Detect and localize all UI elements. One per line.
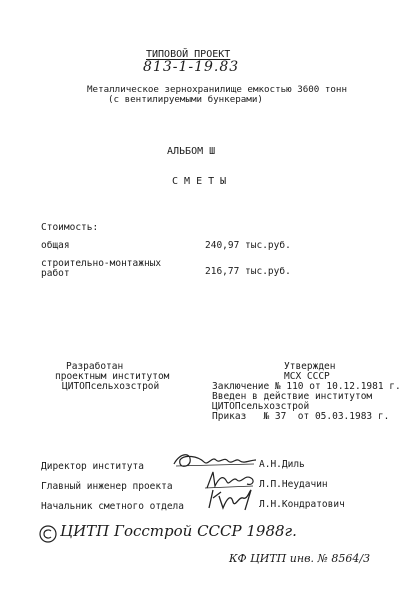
signature-role-director: Директор института	[41, 461, 144, 472]
signature-name-estimate-head: Л.Н.Кондратович	[259, 499, 345, 510]
cost-construction-value: 216,77 тыс.руб.	[205, 266, 291, 277]
copyright-stamp-text: ЦИТП Госстрой СССР 1988г.	[60, 522, 297, 540]
developed-line2: проектным институтом	[55, 371, 170, 382]
approved-line3: Заключение № 110 от 10.12.1981 г.	[212, 381, 401, 392]
project-title-line2: (с вентилируемыми бункерами)	[108, 94, 263, 105]
handwritten-signature-estimate-head	[205, 486, 257, 512]
copyright-symbol-icon	[38, 524, 58, 544]
project-title-line1: Металлическое зернохранилище емкостью 3600 тонн	[87, 84, 347, 95]
signature-role-chief-engineer: Главный инженер проекта	[41, 481, 173, 492]
inventory-stamp-text: КФ ЦИТП инв. № 8564/3	[229, 552, 371, 565]
cost-construction-label-2: работ	[41, 268, 70, 279]
developed-line1: Разработан	[66, 361, 124, 372]
signature-name-chief-engineer: Л.П.Неудачин	[259, 479, 328, 490]
approved-line2: МСХ СССР	[284, 371, 330, 382]
cost-heading: Стоимость:	[41, 222, 99, 233]
approved-line4: Введен в действие институтом	[212, 391, 373, 402]
section-title: С М Е Т Ы	[172, 176, 227, 187]
album-number: АЛЬБОМ Ш	[167, 146, 216, 157]
approved-line5: ЦИТОПсельхозстрой	[212, 401, 310, 412]
cost-construction-label-1: строительно-монтажных	[41, 258, 162, 269]
cost-total-value: 240,97 тыс.руб.	[205, 240, 291, 251]
developed-line3: ЦИТОПсельхозстрой	[62, 381, 160, 392]
approved-line1: Утвержден	[284, 361, 336, 372]
approved-line6: Приказ № 37 от 05.03.1983 г.	[212, 411, 390, 422]
cost-total-label: общая	[41, 240, 70, 251]
signature-name-director: А.Н.Диль	[259, 459, 305, 470]
project-type: ТИПОВОЙ ПРОЕКТ	[146, 49, 231, 60]
project-number: 813-1-19.83	[143, 59, 240, 75]
signature-role-estimate-head: Начальник сметного отдела	[41, 501, 184, 512]
